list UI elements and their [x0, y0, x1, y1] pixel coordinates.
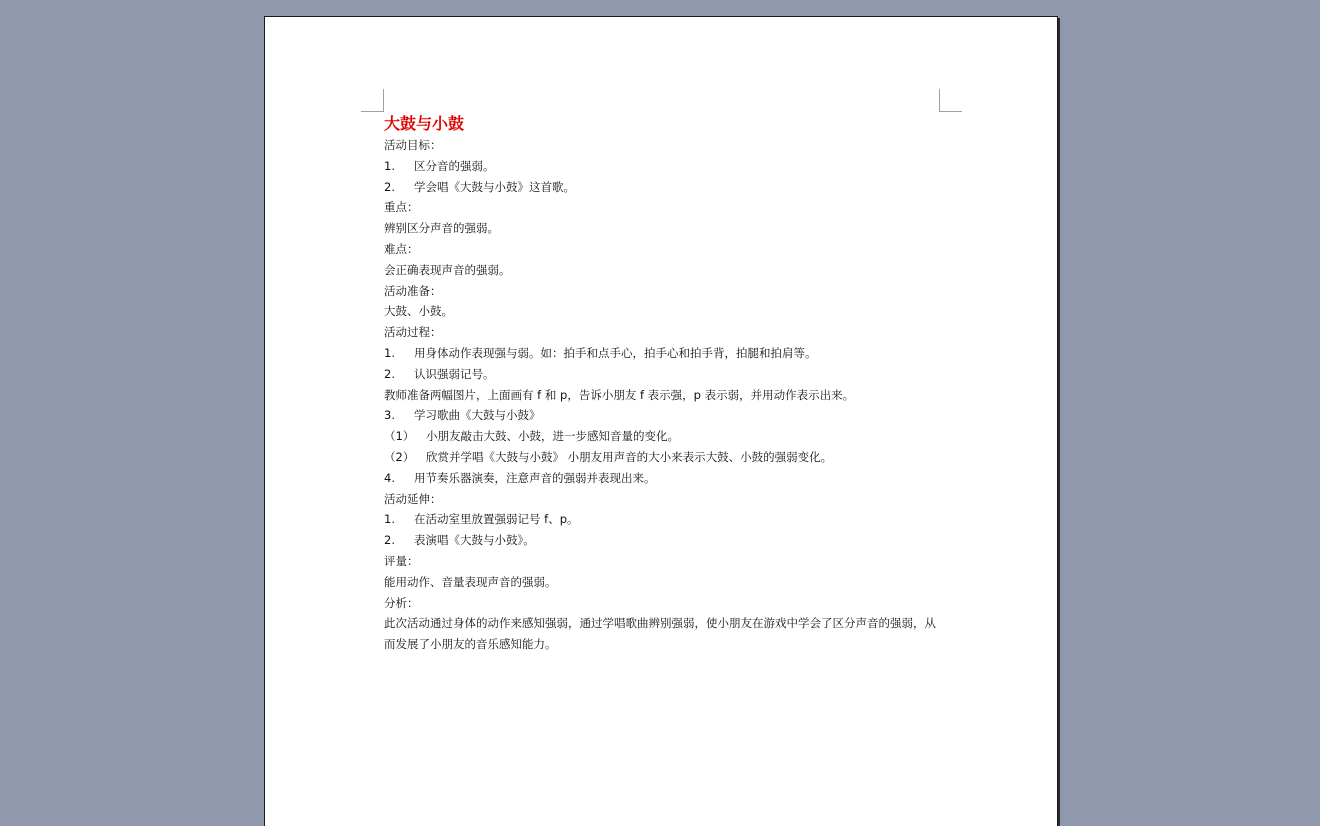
list-marker: 2.: [384, 533, 395, 548]
line-text: 用节奏乐器演奏，注意声音的强弱并表现出来。: [414, 470, 656, 485]
margin-corner-top-left: [361, 89, 384, 112]
document-line: [384, 135, 954, 156]
document-body[interactable]: [384, 113, 954, 655]
document-line: [384, 343, 954, 364]
margin-corner-top-right: [939, 89, 962, 112]
list-marker: 2.: [384, 366, 395, 381]
document-line: [384, 197, 954, 218]
line-text: 在活动室里放置强弱记号 f、p。: [414, 512, 579, 527]
line-text: 大鼓、小鼓。: [384, 304, 453, 319]
line-text: 重点：: [384, 200, 419, 215]
document-line: [384, 364, 954, 385]
line-text: 学习歌曲《大鼓与小鼓》: [414, 408, 541, 423]
document-line: [384, 447, 954, 468]
line-text: 活动准备：: [384, 283, 442, 298]
document-line: [384, 593, 954, 614]
document-line: [384, 489, 954, 510]
line-text: 用身体动作表现强与弱。如：拍手和点手心，拍手心和拍手背，拍腿和拍肩等。: [414, 345, 817, 360]
line-text: 评量：: [384, 553, 419, 568]
document-line: [384, 405, 954, 426]
document-line: [384, 468, 954, 489]
document-lines: [384, 135, 954, 613]
document-line: [384, 177, 954, 198]
document-line: [384, 509, 954, 530]
closing-paragraph: 此次活动通过身体的动作来感知强弱，通过学唱歌曲辨别强弱，使小朋友在游戏中学会了区分声音的强弱，从而发展了小朋友的音乐感知能力。: [384, 616, 936, 652]
line-text: 活动过程：: [384, 325, 442, 340]
list-marker: 1.: [384, 512, 395, 527]
line-text: 活动延伸：: [384, 491, 442, 506]
line-text: 认识强弱记号。: [414, 366, 495, 381]
document-line: [384, 322, 954, 343]
line-text: 分析：: [384, 595, 419, 610]
document-line: [384, 281, 954, 302]
list-marker: 3.: [384, 408, 395, 423]
document-title: 大鼓与小鼓: [384, 114, 465, 133]
document-line: [384, 301, 954, 322]
document-line: [384, 530, 954, 551]
line-text: 学会唱《大鼓与小鼓》这首歌。: [414, 179, 575, 194]
document-line: [384, 551, 954, 572]
line-text: 会正确表现声音的强弱。: [384, 262, 511, 277]
line-text: 小朋友敲击大鼓、小鼓，进一步感知音量的变化。: [426, 429, 679, 444]
document-line: [384, 239, 954, 260]
line-text: 表演唱《大鼓与小鼓》。: [414, 533, 535, 548]
document-line: [384, 156, 954, 177]
line-text: 欣赏并学唱《大鼓与小鼓》 小朋友用声音的大小来表示大鼓、小鼓的强弱变化。: [426, 449, 833, 464]
line-text: 活动目标：: [384, 138, 442, 152]
list-marker: （1）: [384, 429, 415, 444]
line-text: 难点：: [384, 241, 419, 256]
line-text: 区分音的强弱。: [414, 158, 495, 173]
list-marker: 2.: [384, 179, 395, 194]
list-marker: 1.: [384, 158, 395, 173]
document-line: [384, 426, 954, 447]
list-marker: 4.: [384, 470, 395, 485]
document-page[interactable]: [264, 16, 1058, 826]
line-text: 辨别区分声音的强弱。: [384, 221, 499, 236]
document-line: [384, 260, 954, 281]
document-line: [384, 218, 954, 239]
document-line: [384, 385, 954, 406]
line-text: 教师准备两幅图片，上面画有 f 和 p，告诉小朋友 f 表示强，p 表示弱，并用动作表示出来。: [384, 387, 855, 402]
list-marker: 1.: [384, 345, 395, 360]
document-line: [384, 572, 954, 593]
list-marker: （2）: [384, 449, 415, 464]
line-text: 能用动作、音量表现声音的强弱。: [384, 574, 557, 589]
